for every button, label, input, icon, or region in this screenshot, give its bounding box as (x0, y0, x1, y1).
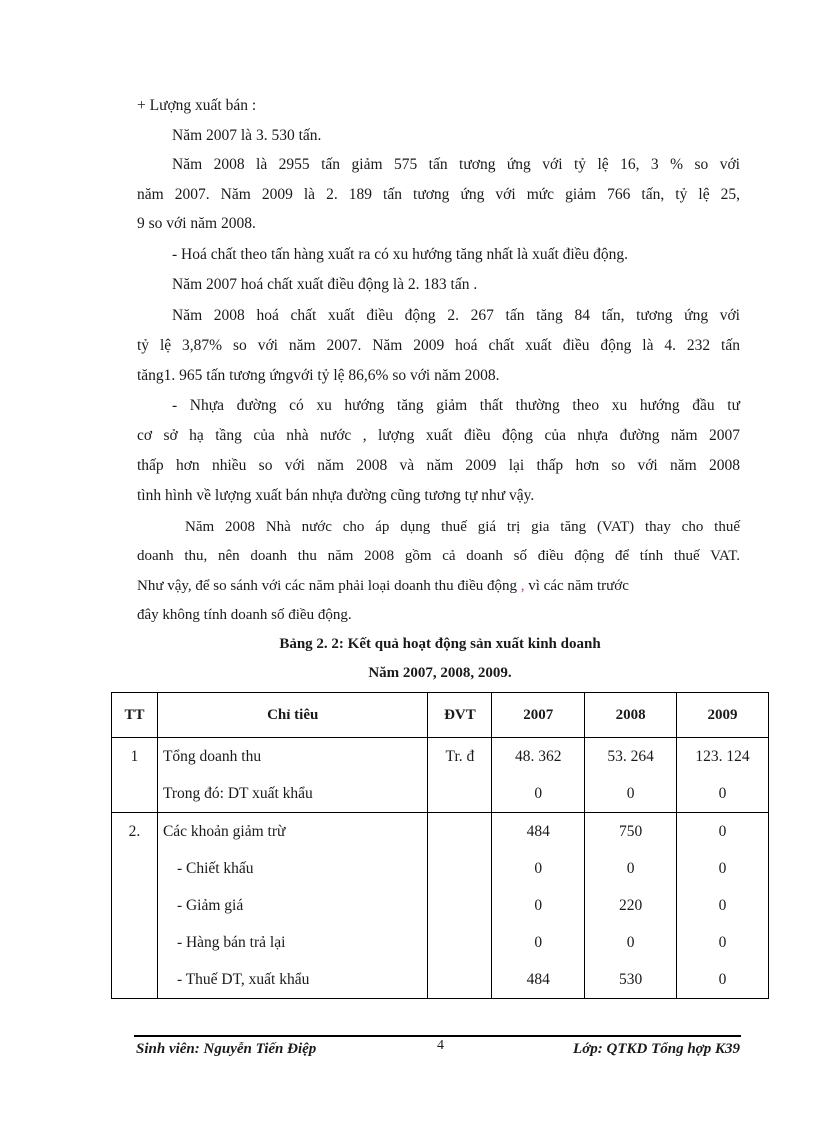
paragraph-line: năm 2007. Năm 2009 là 2. 189 tấn tương ứng với mức giảm 766 tấn, tỷ lệ 25, (137, 186, 740, 203)
bullet-heading: + Lượng xuất bán : (137, 97, 257, 114)
footer-student: Sinh viên: Nguyễn Tiến Điệp (136, 1041, 317, 1057)
text-run: vì các năm trước (528, 578, 629, 594)
paragraph-line: Năm 2008 hoá chất xuất điều động 2. 267 tấn tăng 84 tấn, tương ứng với (172, 307, 740, 324)
row-unit (428, 775, 491, 812)
header-2009: 2009 (677, 693, 769, 738)
value-2008: 0 (626, 785, 635, 802)
paragraph-line: doanh thu, nên doanh thu năm 2008 gồm cả doanh số điều động để tính thuế VAT. (137, 548, 740, 564)
value-2008: 0 (626, 860, 635, 877)
value-2009: 0 (718, 785, 727, 802)
empty-unit-cell (428, 813, 492, 999)
paragraph-line: tăng1. 965 tấn tương ứngvới tỷ lệ 86,6% so với năm 2008. (137, 367, 500, 384)
row-label: Các khoản giảm trừ (162, 823, 286, 840)
value-2008: 750 (619, 823, 643, 840)
row-label: - Thuế DT, xuất khẩu (176, 971, 310, 988)
row-number: 2. (128, 823, 141, 840)
paragraph-line (137, 576, 740, 596)
header-indicator: Chỉ tiêu (157, 693, 428, 738)
row-label: - Chiết khấu (176, 860, 254, 877)
header-tt: TT (112, 693, 158, 738)
paragraph-line: Năm 2008 Nhà nước cho áp dụng thuế giá trị gia tăng (VAT) thay cho thuế (185, 519, 740, 535)
results-table (111, 692, 769, 999)
paragraph-line: tình hình về lượng xuất bán nhựa đường cũng tương tự như vậy. (137, 487, 535, 504)
table-subtitle: Năm 2007, 2008, 2009. (368, 665, 512, 681)
paragraph-line: Năm 2008 là 2955 tấn giảm 575 tấn tương ứng với tỷ lệ 16, 3 % so với (172, 156, 740, 173)
value-2007: 0 (534, 785, 543, 802)
paragraph: - Hoá chất theo tấn hàng xuất ra có xu hướng tăng nhất là xuất điều động. (172, 246, 629, 263)
value-2009: 0 (718, 934, 727, 951)
paragraph: Năm 2007 là 3. 530 tấn. (172, 127, 322, 144)
paragraph: Năm 2007 hoá chất xuất điều động là 2. 183 tấn . (172, 276, 478, 293)
row-number: 1 (130, 748, 139, 765)
value-2007: 0 (534, 860, 543, 877)
value-2007: 0 (534, 897, 543, 914)
value-2009: 0 (718, 897, 727, 914)
header-2008: 2008 (585, 693, 677, 738)
header-2007: 2007 (492, 693, 585, 738)
paragraph-line: 9 so với năm 2008. (137, 215, 256, 232)
row-label: Trong đó: DT xuất khẩu (162, 785, 313, 802)
footer-rule (134, 1035, 741, 1037)
value-2007: 484 (526, 971, 550, 988)
table-row (112, 813, 769, 999)
value-2009: 0 (718, 823, 727, 840)
row-label: Tổng doanh thu (162, 748, 262, 765)
value-2008: 53. 264 (607, 748, 654, 765)
paragraph-line: - Nhựa đường có xu hướng tăng giảm thất thường theo xu hướng đầu tư (172, 397, 740, 414)
table-header-row (112, 693, 769, 738)
header-unit: ĐVT (428, 693, 492, 738)
value-2008: 0 (626, 934, 635, 951)
value-2007: 0 (534, 934, 543, 951)
value-2007: 484 (526, 823, 550, 840)
footer-class: Lớp: QTKD Tổng hợp K39 (573, 1041, 740, 1057)
paragraph-line: đây không tính doanh số điều động. (137, 607, 352, 623)
paragraph-line: tỷ lệ 3,87% so với năm 2007. Năm 2009 hoá chất xuất điều động là 4. 232 tấn (137, 337, 740, 354)
value-2008: 220 (619, 897, 643, 914)
paragraph-line: thấp hơn nhiều so với năm 2008 và năm 2009 lại thấp hơn so với năm 2008 (137, 457, 740, 474)
paragraph-line: cơ sở hạ tầng của nhà nước , lượng xuất điều động của nhựa đường năm 2007 (137, 427, 740, 444)
value-2009: 123. 124 (695, 748, 750, 765)
table-row (112, 738, 769, 813)
value-2009: 0 (718, 971, 727, 988)
value-2009: 0 (718, 860, 727, 877)
row-unit: Tr. đ (445, 748, 475, 765)
table-title: Bảng 2. 2: Kết quả hoạt động sản xuất kinh doanh (279, 636, 601, 652)
value-2008: 530 (619, 971, 643, 988)
highlighted-comma: , (517, 578, 529, 594)
page-number: 4 (437, 1038, 444, 1053)
row-label: - Giảm giá (176, 897, 244, 914)
row-label: - Hàng bán trả lại (176, 934, 286, 951)
text-run: Như vậy, để so sánh với các năm phải loại doanh thu điều động (137, 578, 518, 594)
value-2007: 48. 362 (515, 748, 562, 765)
